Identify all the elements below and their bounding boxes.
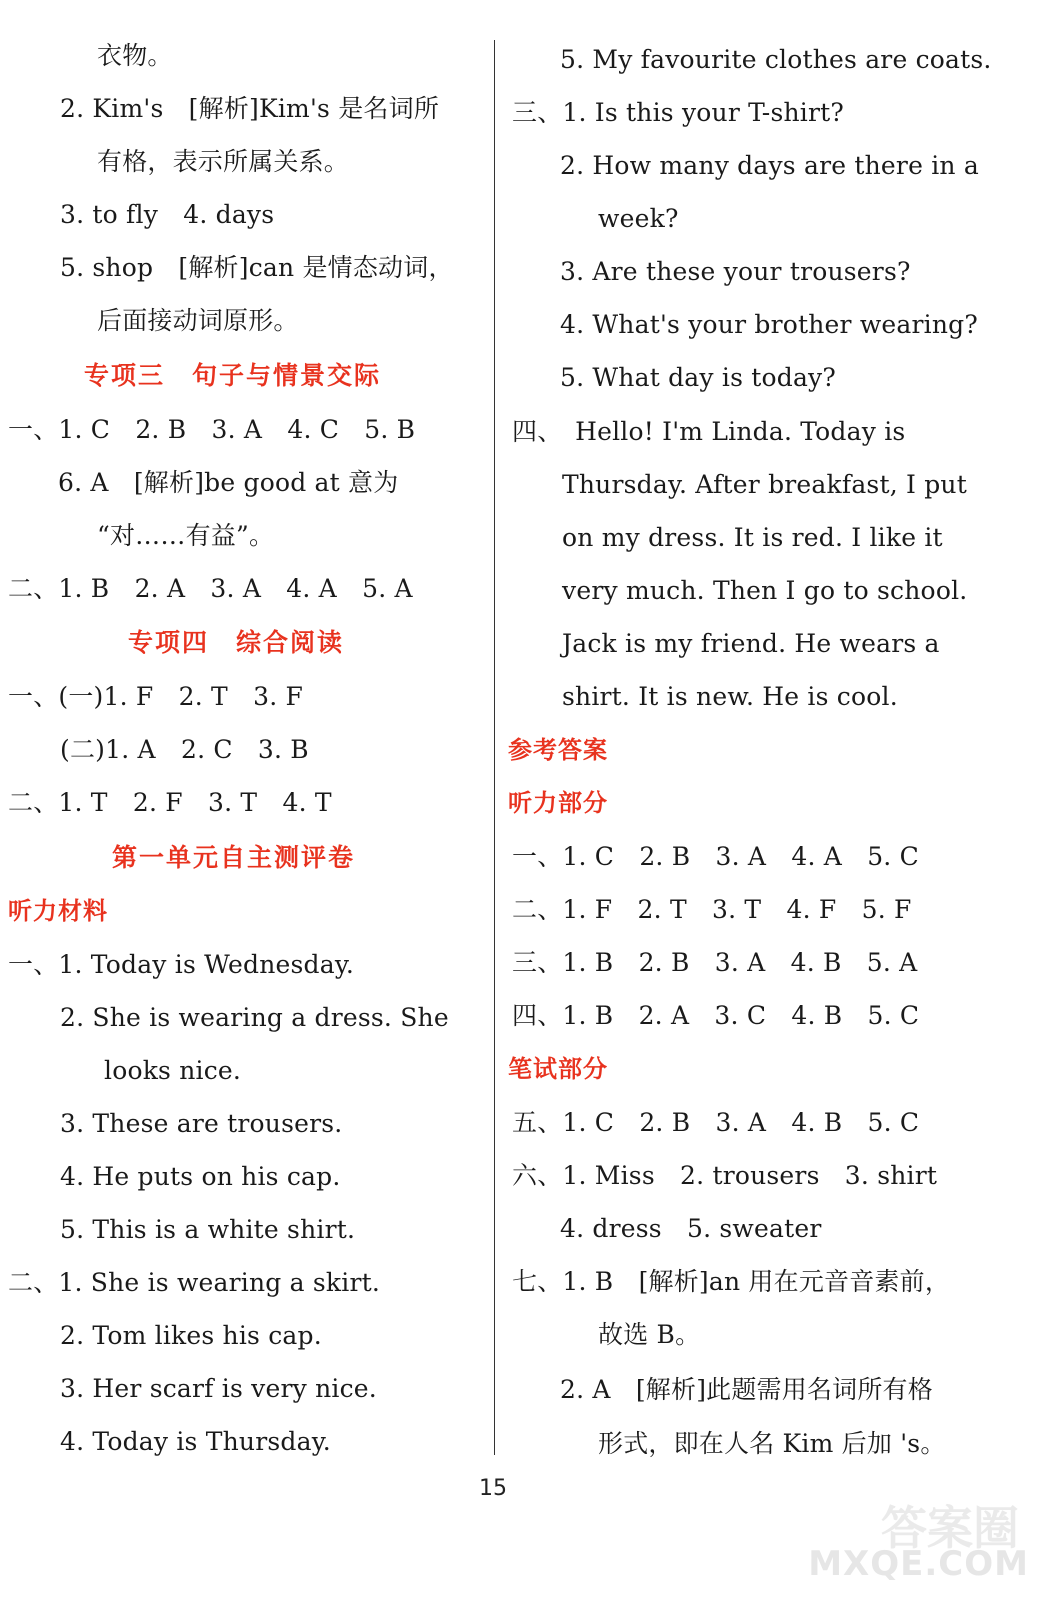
text-line: 3. Her scarf is very nice. xyxy=(60,1374,377,1403)
text-line: 一、1. Today is Wednesday. xyxy=(8,950,354,979)
text-line: 2. A [解析]此题需用名词所有格 xyxy=(560,1375,933,1404)
text-line: 衣物。 xyxy=(97,41,173,70)
text-line: shirt. It is new. He is cool. xyxy=(562,682,898,711)
watermark-logo xyxy=(799,1492,1029,1592)
text-line: 3. Are these your trousers? xyxy=(560,257,911,286)
text-line: “对……有益”。 xyxy=(97,521,275,550)
answer-line: 一、1. C 2. B 3. A 4. C 5. B xyxy=(8,415,416,444)
section-heading: 第一单元自主测评卷 xyxy=(112,843,356,872)
text-line: very much. Then I go to school. xyxy=(562,576,968,605)
text-line: 5. This is a white shirt. xyxy=(60,1215,356,1244)
answer-line: 五、1. C 2. B 3. A 4. B 5. C xyxy=(512,1108,920,1137)
text-line: 2. How many days are there in a xyxy=(560,151,979,180)
text-line: 4. Today is Thursday. xyxy=(60,1427,331,1456)
answer-line: 一、(一)1. F 2. T 3. F xyxy=(8,682,304,711)
answer-line: 二、1. B 2. A 3. A 4. A 5. A xyxy=(8,574,413,603)
text-line: 3. to fly 4. days xyxy=(60,200,275,229)
text-line: 故选 B。 xyxy=(598,1320,701,1349)
section-heading: 专项四 综合阅读 xyxy=(128,628,345,657)
watermark-mark: 答案圈 xyxy=(881,1501,1019,1555)
text-line: 2. Tom likes his cap. xyxy=(60,1321,322,1350)
text-line: Jack is my friend. He wears a xyxy=(562,629,940,658)
answer-line: 三、1. B 2. B 3. A 4. B 5. A xyxy=(512,948,918,977)
text-line: 3. These are trousers. xyxy=(60,1109,343,1138)
text-line: on my dress. It is red. I like it xyxy=(562,523,943,552)
text-line: 4. He puts on his cap. xyxy=(60,1162,341,1191)
text-line: 6. A [解析]be good at 意为 xyxy=(58,468,399,497)
text-line: 二、1. She is wearing a skirt. xyxy=(8,1268,381,1297)
text-line: 2. Kim's [解析]Kim's 是名词所 xyxy=(60,94,440,123)
answer-line: 二、1. F 2. T 3. T 4. F 5. F xyxy=(512,895,912,924)
text-line: 4. What's your brother wearing? xyxy=(560,310,978,339)
page-number: 15 xyxy=(479,1476,507,1501)
text-line: 形式，即在人名 Kim 后加 's。 xyxy=(598,1429,946,1458)
text-line: 5. What day is today? xyxy=(560,363,836,392)
text-line: 三、1. Is this your T-shirt? xyxy=(512,98,844,127)
answer-line: (二)1. A 2. C 3. B xyxy=(60,735,309,764)
subsection-heading: 听力部分 xyxy=(508,789,608,817)
section-heading: 参考答案 xyxy=(508,736,608,764)
text-line: looks nice. xyxy=(104,1056,242,1085)
answer-line: 4. dress 5. sweater xyxy=(560,1214,822,1243)
text-line: week? xyxy=(598,204,679,233)
subsection-heading: 笔试部分 xyxy=(508,1055,608,1083)
subsection-heading: 听力材料 xyxy=(8,897,108,925)
text-line: 2. She is wearing a dress. She xyxy=(60,1003,449,1032)
section-heading: 专项三 句子与情景交际 xyxy=(84,361,382,390)
text-line: 四、 Hello! I'm Linda. Today is xyxy=(512,417,906,446)
answer-line: 六、1. Miss 2. trousers 3. shirt xyxy=(512,1161,938,1190)
answer-line: 二、1. T 2. F 3. T 4. T xyxy=(8,788,332,817)
watermark-text: MXQE.COM xyxy=(808,1544,1029,1584)
text-line: Thursday. After breakfast, I put xyxy=(562,470,967,499)
text-line: 有格，表示所属关系。 xyxy=(97,147,350,176)
text-line: 5. My favourite clothes are coats. xyxy=(560,45,992,74)
answer-line: 四、1. B 2. A 3. C 4. B 5. C xyxy=(512,1001,920,1030)
text-line: 七、1. B [解析]an 用在元音音素前， xyxy=(512,1267,951,1296)
answer-line: 一、1. C 2. B 3. A 4. A 5. C xyxy=(512,842,919,871)
column-divider xyxy=(494,40,495,1455)
text-line: 后面接动词原形。 xyxy=(97,306,299,335)
text-line: 5. shop [解析]can 是情态动词， xyxy=(60,253,454,282)
